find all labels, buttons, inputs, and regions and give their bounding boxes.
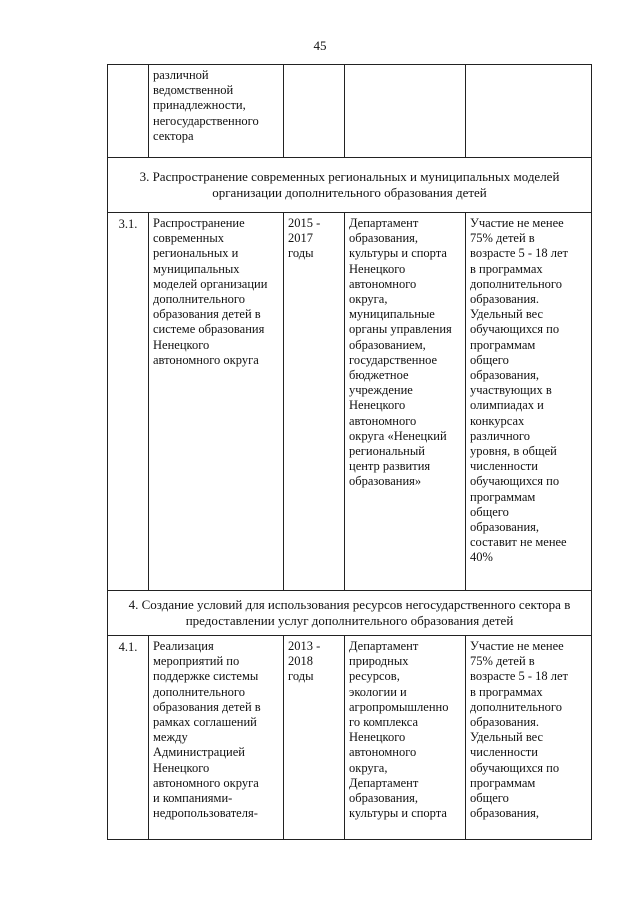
cell-result: Участие не менее 75% детей в возрасте 5 - 18 лет в программах дополнительного образования. Удельный вес численности обучающихся по программам общего образования, — [466, 636, 592, 840]
cell-result: Участие не менее 75% детей в возрасте 5 - 18 лет в программах дополнительного образования. Удельный вес обучающихся по программам общего образования, участвующих в олимпиадах и конкурсах различного уровня, в общей численности обучающихся по программам общего образования, составит не менее 40% — [466, 213, 592, 591]
cell-measure: Реализация мероприятий по поддержке системы дополнительного образования детей в рамках соглашений между Администрацией Ненецкого автономного округа и компаниями- недропользователя- — [149, 636, 284, 840]
measures-table — [107, 64, 592, 840]
table-row-3-1 — [108, 213, 592, 591]
cell-period — [284, 65, 345, 158]
cell-period: 2013 - 2018 годы — [284, 636, 345, 840]
cell-responsible: Департамент образования, культуры и спорта Ненецкого автономного округа, муниципальные органы управления образованием, государственное бюджетное учреждение Ненецкого автономного округа «Ненецкий региональный центр развития образования» — [345, 213, 466, 591]
page-number: 45 — [313, 38, 327, 53]
cell-measure: Распространение современных региональных и муниципальных моделей организации дополнительного образования детей в системе образования Ненецкого автономного округа — [149, 213, 284, 591]
section-title: 3. Распространение современных региональных и муниципальных моделей организации дополнительного образования детей — [108, 158, 592, 213]
section-header-3 — [108, 158, 592, 213]
cell-num: 3.1. — [108, 213, 149, 591]
cell-responsible: Департамент природных ресурсов, экологии и агропромышленно го комплекса Ненецкого автономного округа, Департамент образования, культуры и спорта — [345, 636, 466, 840]
table-row-4-1 — [108, 636, 592, 840]
cell-num — [108, 65, 149, 158]
section-title: 4. Создание условий для использования ресурсов негосударственного сектора в предоставлении услуг дополнительного образования детей — [108, 591, 592, 636]
table-row-continuation — [108, 65, 592, 158]
cell-responsible — [345, 65, 466, 158]
cell-result — [466, 65, 592, 158]
cell-measure: различной ведомственной принадлежности, негосударственного сектора — [149, 65, 284, 158]
cell-period: 2015 - 2017 годы — [284, 213, 345, 591]
cell-num: 4.1. — [108, 636, 149, 840]
section-header-4 — [108, 591, 592, 636]
